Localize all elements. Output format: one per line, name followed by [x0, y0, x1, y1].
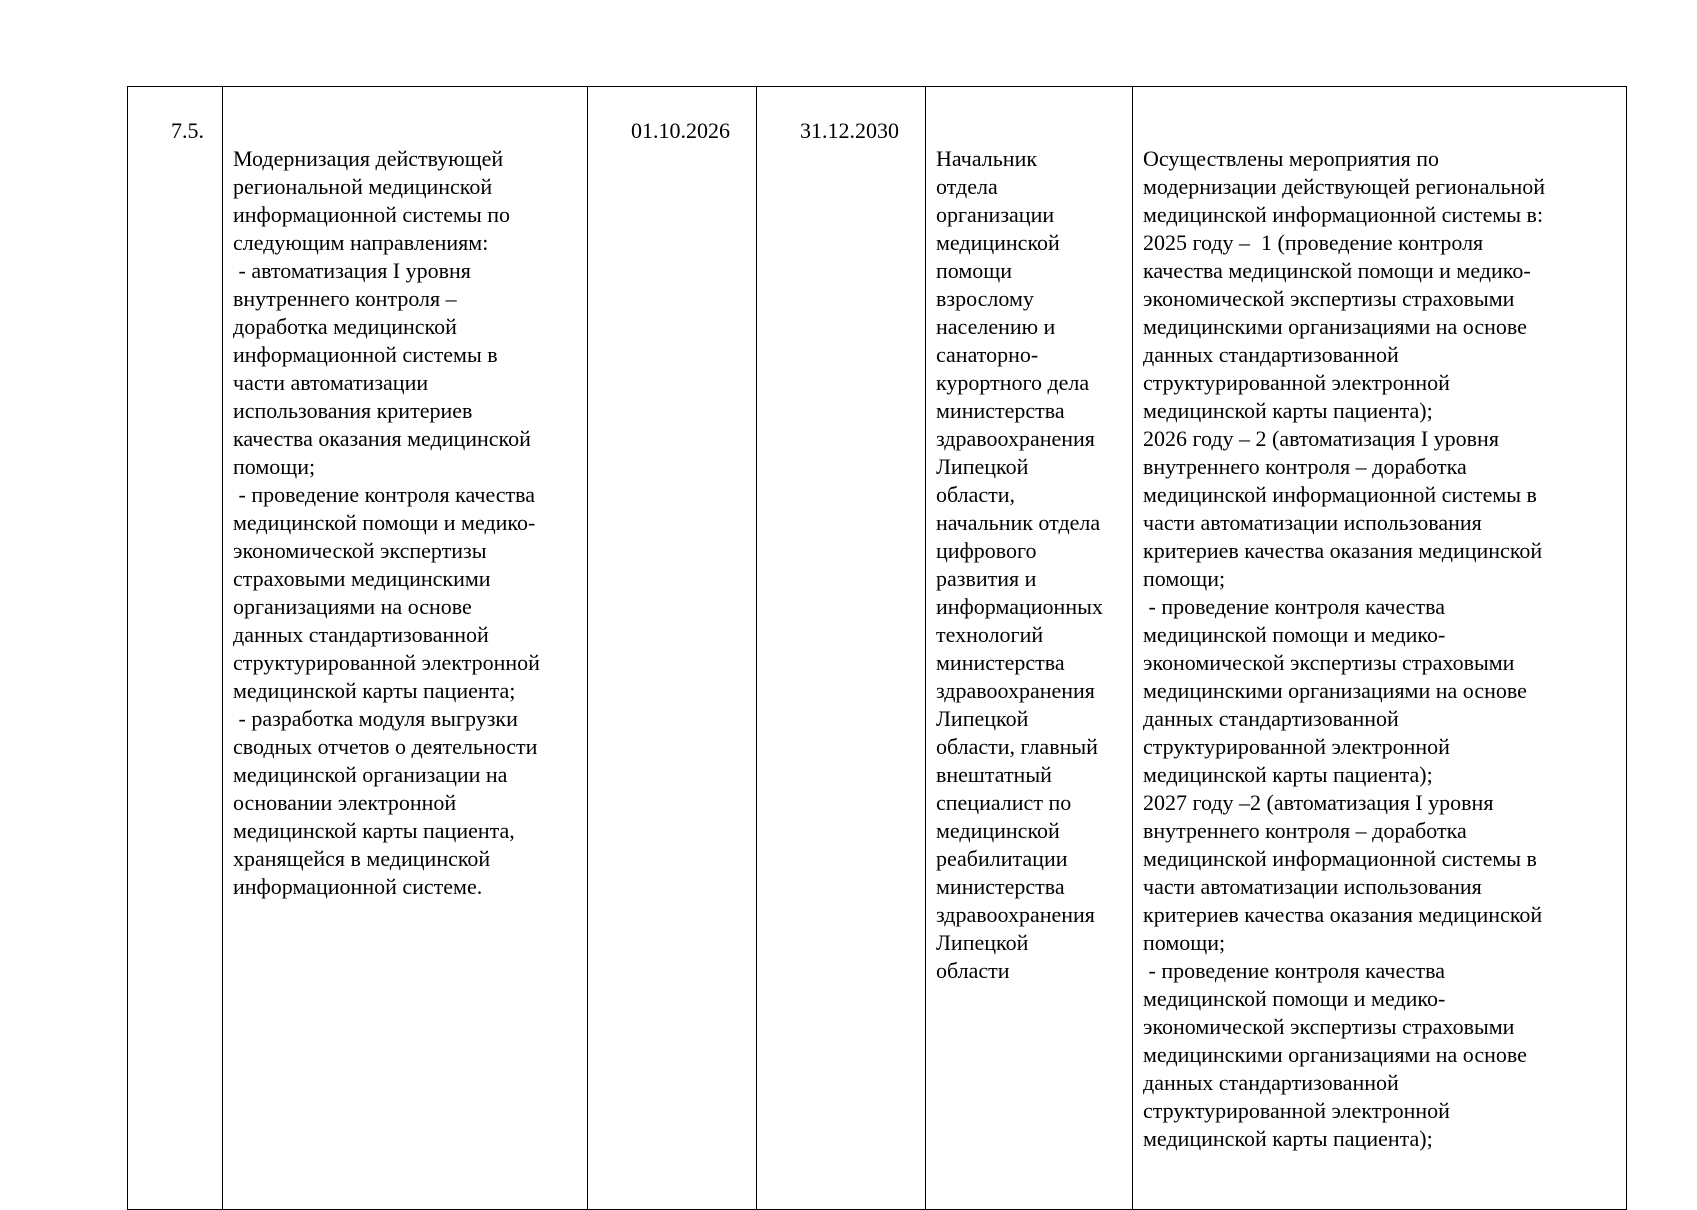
- responsible-cell: [926, 87, 1133, 1210]
- text-line: цифрового: [936, 538, 1037, 563]
- text-line: внутреннего контроля – доработка: [1143, 818, 1467, 843]
- text-line: курортного дела: [936, 370, 1090, 395]
- text-line: медицинской помощи и медико-: [233, 510, 536, 535]
- text-line: критериев качества оказания медицинской: [1143, 538, 1543, 563]
- text-line: медицинской организации на: [233, 762, 508, 787]
- text-line: помощи;: [1143, 566, 1226, 591]
- text-line: 2026 году – 2 (автоматизация I уровня: [1143, 426, 1499, 451]
- text-line: организации: [936, 202, 1055, 227]
- text-line: области, главный: [936, 734, 1098, 759]
- text-line: структурированной электронной: [1143, 734, 1450, 759]
- text-line: информационной системе.: [233, 874, 483, 899]
- start-date-cell: [588, 87, 757, 1210]
- text-line: - проведение контроля качества: [233, 482, 535, 507]
- text-line: 2027 году –2 (автоматизация I уровня: [1143, 790, 1494, 815]
- text-line: сводных отчетов о деятельности: [233, 734, 538, 759]
- text-line: технологий: [936, 622, 1044, 647]
- text-line: медицинской информационной системы в: [1143, 482, 1537, 507]
- start-date: 01.10.2026: [631, 118, 730, 143]
- text-line: внутреннего контроля –: [233, 286, 457, 311]
- end-date-cell: [757, 87, 926, 1210]
- responsible-text: [936, 145, 1126, 985]
- text-line: данных стандартизованной: [233, 622, 489, 647]
- text-line: медицинской информационной системы в: [1143, 846, 1537, 871]
- text-line: страховыми медицинскими: [233, 566, 491, 591]
- text-line: здравоохранения: [936, 678, 1095, 703]
- text-line: внештатный: [936, 762, 1052, 787]
- text-line: данных стандартизованной: [1143, 706, 1399, 731]
- item-number: 7.5.: [171, 118, 204, 143]
- text-line: качества медицинской помощи и медико-: [1143, 258, 1531, 283]
- item-number-cell: [128, 87, 223, 1210]
- text-line: экономической экспертизы страховыми: [1143, 1014, 1515, 1039]
- text-line: медицинской: [936, 230, 1060, 255]
- text-line: структурированной электронной: [1143, 1098, 1450, 1123]
- text-line: данных стандартизованной: [1143, 1070, 1399, 1095]
- text-line: медицинской помощи и медико-: [1143, 622, 1446, 647]
- end-date: 31.12.2030: [800, 118, 899, 143]
- text-line: доработка медицинской: [233, 314, 457, 339]
- description-text: [233, 145, 581, 901]
- text-line: специалист по: [936, 790, 1072, 815]
- text-line: качества оказания медицинской: [233, 426, 531, 451]
- text-line: модернизации действующей региональной: [1143, 174, 1546, 199]
- text-line: медицинской карты пациента);: [1143, 1126, 1433, 1151]
- text-line: помощи: [936, 258, 1012, 283]
- text-line: данных стандартизованной: [1143, 342, 1399, 367]
- text-line: реабилитации: [936, 846, 1068, 871]
- text-line: информационных: [936, 594, 1103, 619]
- text-line: информационной системы по: [233, 202, 511, 227]
- text-line: Липецкой: [936, 930, 1029, 955]
- text-line: санаторно-: [936, 342, 1039, 367]
- text-line: - проведение контроля качества: [1143, 594, 1445, 619]
- result-cell: [1133, 87, 1627, 1210]
- text-line: структурированной электронной: [233, 650, 540, 675]
- text-line: региональной медицинской: [233, 174, 493, 199]
- text-line: развития и: [936, 566, 1037, 591]
- text-line: медицинской карты пациента;: [233, 678, 516, 703]
- text-line: медицинской карты пациента);: [1143, 762, 1433, 787]
- text-line: министерства: [936, 398, 1065, 423]
- text-line: населению и: [936, 314, 1056, 339]
- text-line: организациями на основе: [233, 594, 472, 619]
- text-line: медицинскими организациями на основе: [1143, 1042, 1527, 1067]
- text-line: медицинской карты пациента,: [233, 818, 515, 843]
- text-line: экономической экспертизы страховыми: [1143, 286, 1515, 311]
- description-cell: [223, 87, 588, 1210]
- text-line: информационной системы в: [233, 342, 498, 367]
- text-line: Липецкой: [936, 454, 1029, 479]
- text-line: помощи;: [1143, 930, 1226, 955]
- text-line: медицинскими организациями на основе: [1143, 678, 1527, 703]
- text-line: Осуществлены мероприятия по: [1143, 146, 1440, 171]
- text-line: медицинской информационной системы в:: [1143, 202, 1544, 227]
- plan-table: [127, 86, 1627, 1210]
- text-line: использования критериев: [233, 398, 473, 423]
- text-line: медицинской карты пациента);: [1143, 398, 1433, 423]
- text-line: медицинской: [936, 818, 1060, 843]
- text-line: - проведение контроля качества: [1143, 958, 1445, 983]
- text-line: медицинской помощи и медико-: [1143, 986, 1446, 1011]
- table-row: [128, 87, 1627, 1210]
- text-line: структурированной электронной: [1143, 370, 1450, 395]
- text-line: помощи;: [233, 454, 316, 479]
- text-line: области: [936, 958, 1010, 983]
- text-line: медицинскими организациями на основе: [1143, 314, 1527, 339]
- text-line: Начальник: [936, 146, 1038, 171]
- text-line: министерства: [936, 874, 1065, 899]
- text-line: критериев качества оказания медицинской: [1143, 902, 1543, 927]
- text-line: части автоматизации использования: [1143, 510, 1482, 535]
- text-line: Модернизация действующей: [233, 146, 504, 171]
- text-line: министерства: [936, 650, 1065, 675]
- text-line: здравоохранения: [936, 902, 1095, 927]
- text-line: здравоохранения: [936, 426, 1095, 451]
- text-line: экономической экспертизы страховыми: [1143, 650, 1515, 675]
- text-line: - разработка модуля выгрузки: [233, 706, 518, 731]
- text-line: основании электронной: [233, 790, 457, 815]
- text-line: области,: [936, 482, 1016, 507]
- text-line: внутреннего контроля – доработка: [1143, 454, 1467, 479]
- text-line: взрослому: [936, 286, 1034, 311]
- text-line: Липецкой: [936, 706, 1029, 731]
- text-line: части автоматизации использования: [1143, 874, 1482, 899]
- result-text: [1143, 145, 1620, 1153]
- text-line: 2025 году – 1 (проведение контроля: [1143, 230, 1484, 255]
- text-line: начальник отдела: [936, 510, 1101, 535]
- text-line: хранящейся в медицинской: [233, 846, 491, 871]
- text-line: части автоматизации: [233, 370, 429, 395]
- text-line: - автоматизация I уровня: [233, 258, 471, 283]
- text-line: отдела: [936, 174, 998, 199]
- text-line: следующим направлениям:: [233, 230, 489, 255]
- text-line: экономической экспертизы: [233, 538, 487, 563]
